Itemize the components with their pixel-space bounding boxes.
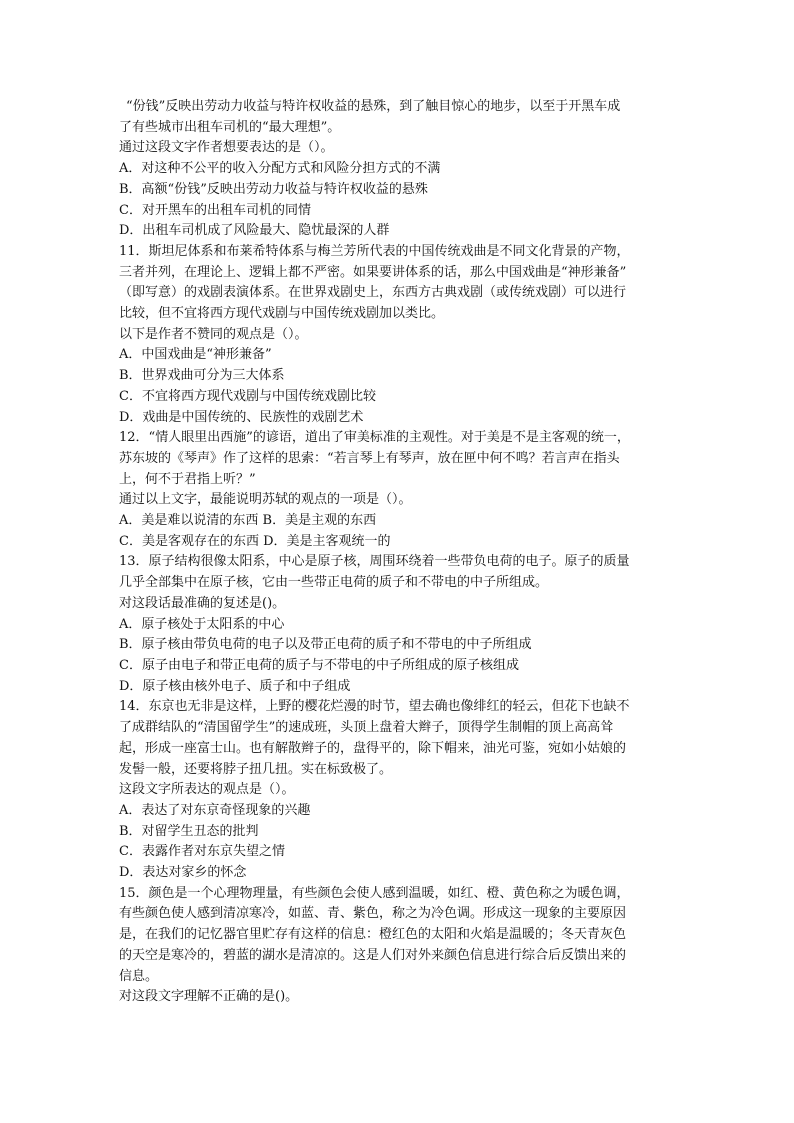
question-prompt: 通过以上文字，最能说明苏轼的观点的一项是（）。: [119, 492, 412, 508]
answer-option: D．出租车司机成了风险最大、隐忧最深的人群: [119, 223, 390, 239]
passage-line: （即写意）的戏剧表演体系。在世界戏剧史上，东西方古典戏剧（或传统戏剧）可以进行: [119, 285, 627, 301]
passage-line: 12．“情人眼里出西施”的谚语，道出了审美标准的主观性。对于美是不是主客观的统一，: [119, 430, 630, 446]
question-prompt: 通过这段文字作者想要表达的是（）。: [119, 140, 334, 156]
question-prompt: 以下是作者不赞同的观点是（）。: [119, 326, 308, 342]
answer-option: B．世界戏曲可分为三大体系: [119, 368, 285, 384]
passage-line: 比较，但不宜将西方现代戏剧与中国传统戏剧加以类比。: [119, 306, 445, 322]
question-prompt: 这段文字所表达的观点是（）。: [119, 782, 295, 798]
answer-option: C．对开黑车的出租车司机的同情: [119, 202, 311, 218]
answer-option: A．中国戏曲是“神形兼备”: [119, 347, 272, 363]
answer-option: B．对留学生丑态的批判: [119, 823, 259, 839]
passage-line: 了有些城市出租车司机的“最大理想”。: [119, 119, 341, 135]
passage-line: 的天空是寒冷的，碧蓝的湖水是清凉的。这是人们对外来颜色信息进行综合后反馈出来的: [119, 947, 627, 963]
passage-line: 三者并列，在理论上、逻辑上都不严密。如果要讲体系的话，那么中国戏曲是“神形兼备”: [119, 264, 627, 280]
passage-line: 发髻一般，还要将脖子扭几扭。实在标致极了。: [119, 761, 393, 777]
answer-option: A．表达了对东京奇怪现象的兴趣: [119, 802, 311, 818]
answer-option: C．原子由电子和带正电荷的质子与不带电的中子所组成的原子核组成: [119, 657, 519, 673]
passage-line: 15．颜色是一个心理物理量，有些颜色会使人感到温暖，如红、橙、黄色称之为暖色调，: [119, 885, 630, 901]
question-prompt: 对这段话最准确的复述是()。: [119, 595, 286, 611]
passage-line: 几乎全部集中在原子核，它由一些带正电荷的质子和不带电的中子所组成。: [119, 575, 549, 591]
answer-option: A．对这种不公平的收入分配方式和风险分担方式的不满: [119, 161, 441, 177]
passage-line: 起，形成一座富士山。也有解散辫子的，盘得平的，除下帽来，油光可鉴，宛如小姑娘的: [119, 740, 627, 756]
answer-option: C．美是客观存在的东西 D．美是主客观统一的: [119, 533, 391, 549]
passage-line: 14．东京也无非是这样，上野的樱花烂漫的时节，望去确也像绯红的轻云，但花下也缺不: [119, 699, 630, 715]
answer-option: D．戏曲是中国传统的、民族性的戏剧艺术: [119, 409, 364, 425]
passage-line: “份钱”反映出劳动力收益与特许权收益的悬殊，到了触目惊心的地步，以至于开黑车成: [126, 99, 621, 114]
passage-line: 信息。: [119, 968, 159, 984]
question-prompt: 对这段文字理解不正确的是()。: [119, 989, 299, 1005]
passage-line: 苏东坡的《琴声》作了这样的思索：“若言琴上有琴声，放在匣中何不鸣？若言声在指头: [119, 450, 620, 466]
answer-option: C．不宜将西方现代戏剧与中国传统戏剧比较: [119, 388, 376, 404]
document-body: [119, 97, 679, 1008]
answer-option: C．表露作者对东京失望之情: [119, 844, 285, 860]
answer-option: A．原子核处于太阳系的中心: [119, 616, 285, 632]
answer-option: A．美是难以说清的东西 B．美是主观的东西: [119, 513, 377, 529]
passage-line: 13．原子结构很像太阳系，中心是原子核，周围环绕着一些带负电荷的电子。原子的质量: [119, 554, 630, 570]
passage-line: 11．斯坦尼体系和布莱希特体系与梅兰芳所代表的中国传统戏曲是不同文化背景的产物，: [119, 243, 630, 259]
answer-option: D．原子核由核外电子、质子和中子组成: [119, 678, 351, 694]
answer-option: D．表达对家乡的怀念: [119, 865, 247, 881]
answer-option: B．原子核由带负电荷的电子以及带正电荷的质子和不带电的中子所组成: [119, 637, 532, 653]
passage-line: 上，何不于君指上听？”: [119, 471, 256, 487]
passage-line: 有些颜色使人感到清凉寒冷，如蓝、青、紫色，称之为冷色调。形成这一现象的主要原因: [119, 906, 627, 922]
passage-line: 是，在我们的记忆器官里贮存有这样的信息：橙红色的太阳和火焰是温暖的；冬天青灰色: [119, 927, 627, 943]
passage-line: 了成群结队的“清国留学生”的速成班，头顶上盘着大辫子，顶得学生制帽的顶上高高耸: [119, 720, 614, 736]
answer-option: B．高额“份钱”反映出劳动力收益与特许权收益的悬殊: [119, 181, 428, 197]
